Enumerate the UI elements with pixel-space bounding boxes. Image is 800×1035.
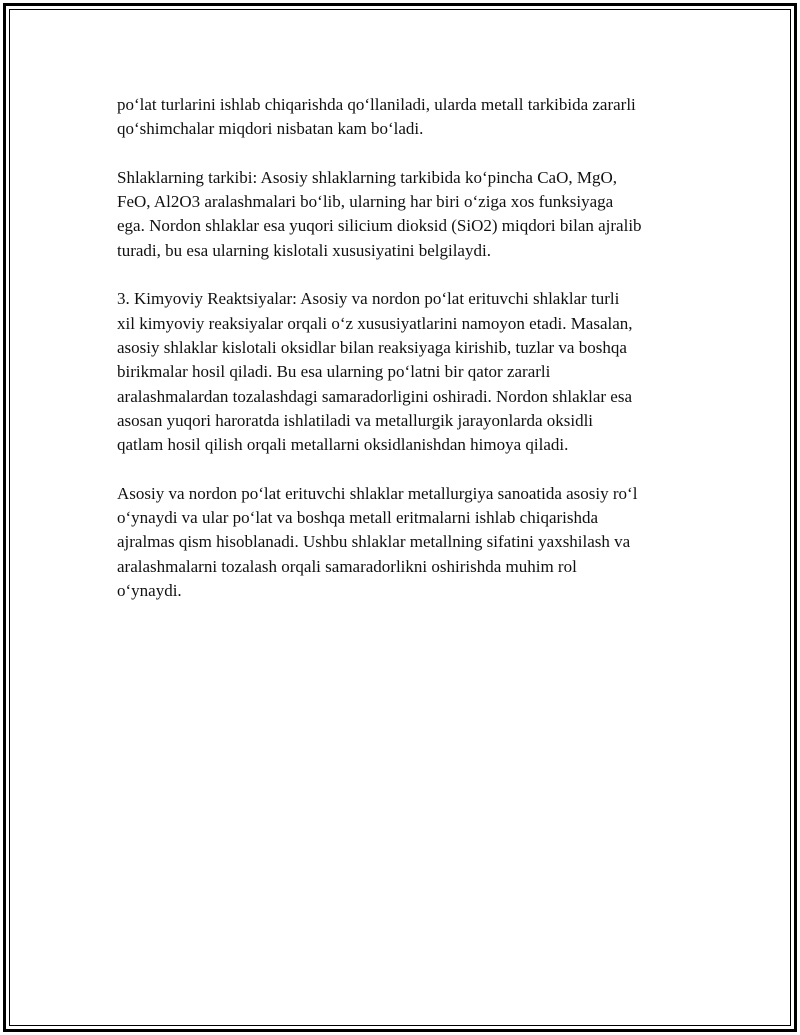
paragraph-chemical-reactions: 3. Kimyoviy Reaktsiyalar: Asosiy va nordon po‘lat erituvchi shlaklar turli xil kimyoviy reaksiyalar orqali o‘z xususiyatlarini namoyon etadi. Masalan, asosiy shlaklar kislotali oksidlar bilan reaksiyaga kirishib, tuzlar va boshqa birikmalar hosil qiladi. Bu esa ularning po‘latni bir qator zararli aralashmalardan tozalashdagi samaradorligini oshiradi. Nordon shlaklar esa asosan yuqori haroratda ishlatiladi va metallurgik jarayonlarda oksidli qatlam hosil qilish orqali metallarni oksidlanishdan himoya qiladi. [117,289,633,455]
paragraph-slag-composition: Shlaklarning tarkibi: Asosiy shlaklarning tarkibida ko‘pincha CaO, MgO, FeO, Al2O3 aralashmalari bo‘lib, ularning har biri o‘ziga xos funksiyaga ega. Nordon shlaklar esa yuqori silicium dioksid (SiO2) miqdori bilan ajralib turadi, bu esa ularning kislotali xususiyatini belgilaydi. [117,167,642,260]
paragraph-continuation: po‘lat turlarini ishlab chiqarishda qo‘llaniladi, ularda metall tarkibida zararli qo‘shimchalar miqdori nisbatan kam bo‘ladi. [117,95,636,139]
paragraph-conclusion: Asosiy va nordon po‘lat erituvchi shlaklar metallurgiya sanoatida asosiy ro‘l o‘ynaydi va ular po‘lat va boshqa metall eritmalarni ishlab chiqarishda ajralmas qism hisoblanadi. Ushbu shlaklar metallning sifatini yaxshilash va aralashmalarni tozalash orqali samaradorlikni oshirishda muhim rol o‘ynaydi. [117,483,638,600]
document-body [117,93,697,628]
